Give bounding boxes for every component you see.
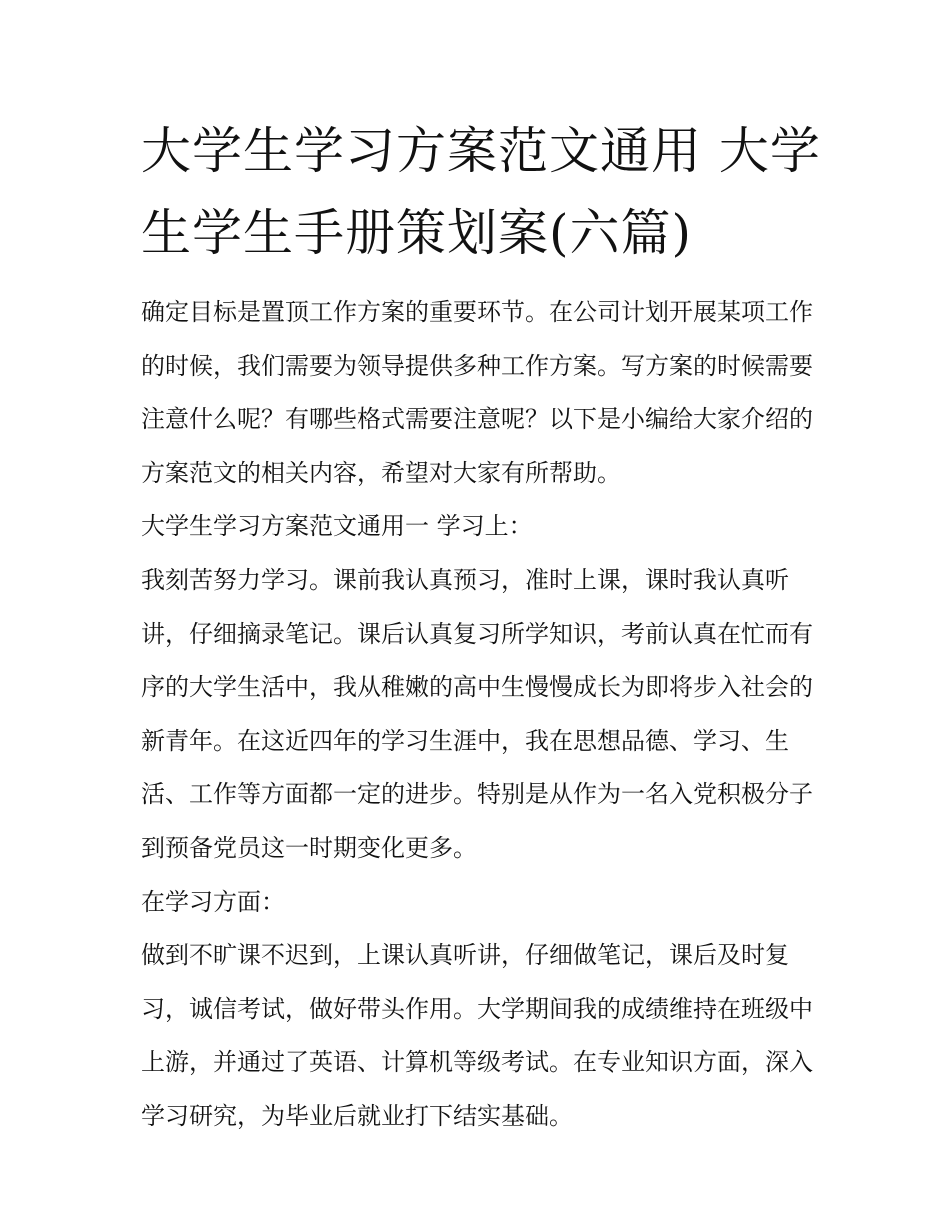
section-heading-study-plan-one: 大学生学习方案范文通用一 学习上： [141,512,533,541]
document-body [141,110,821,1144]
document-title: 大学生学习方案范文通用 大学生学生手册策划案(六篇) [141,122,821,262]
body-paragraph: 做到不旷课不迟到，上课认真听讲，仔细做笔记，课后及时复习，诚信考试，做好带头作用。大学期间我的成绩维持在班级中上游，并通过了英语、计算机等级考试。在专业知识方面，深入学习研究，为毕业后就业打下结实基础。 [141,941,813,1130]
section-heading-study-aspect: 在学习方面： [141,887,285,916]
intro-paragraph: 确定目标是置顶工作方案的重要环节。在公司计划开展某项工作的时候，我们需要为领导提供多种工作方案。写方案的时候需要注意什么呢？有哪些格式需要注意呢？以下是小编给大家介绍的方案范文的相关内容，希望对大家有所帮助。 [141,298,813,487]
paragraph-list [141,286,821,1144]
body-paragraph: 我刻苦努力学习。课前我认真预习，准时上课，课时我认真听讲，仔细摘录笔记。课后认真复习所学知识，考前认真在忙而有序的大学生活中，我从稚嫩的高中生慢慢成长为即将步入社会的新青年。在这近四年的学习生涯中，我在思想品德、学习、生活、工作等方面都一定的进步。特别是从作为一名入党积极分子到预备党员这一时期变化更多。 [141,565,813,862]
